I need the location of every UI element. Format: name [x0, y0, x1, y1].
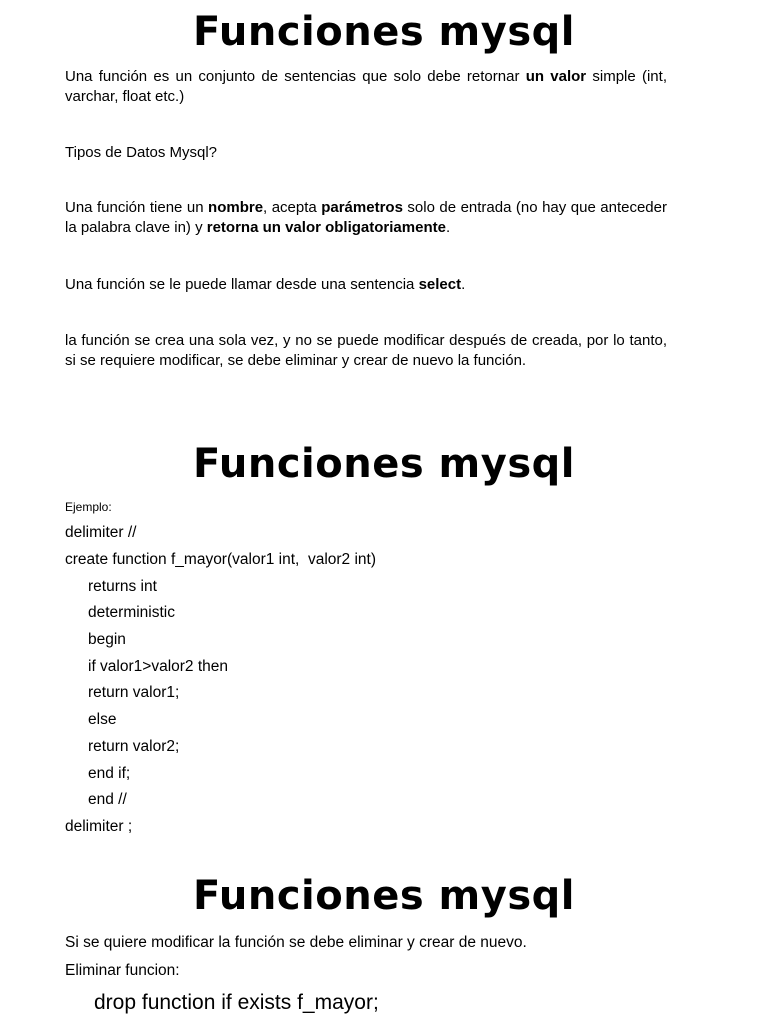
- code-line: else: [88, 711, 117, 728]
- slide1-paragraph-modify: la función se crea una sola vez, y no se puede modificar después de creada, por lo tanto, si se requiere modificar, se debe eliminar y crear de nuevo la función.: [65, 332, 667, 369]
- code-line: deterministic: [88, 604, 175, 621]
- slide1-paragraph-select: Una función se le puede llamar desde una sentencia select.: [65, 276, 466, 293]
- slide3-modify-note: Si se quiere modificar la función se debe eliminar y crear de nuevo.: [65, 934, 527, 951]
- code-line: if valor1>valor2 then: [88, 658, 229, 675]
- code-line: delimiter ;: [65, 818, 133, 835]
- code-line: return valor2;: [88, 738, 180, 755]
- code-line: begin: [88, 631, 126, 648]
- code-line: delimiter //: [65, 524, 137, 541]
- code-line: returns int: [88, 578, 157, 595]
- slide1-title: Funciones mysql: [193, 9, 575, 55]
- slide3-title: Funciones mysql: [193, 873, 575, 919]
- slide1-paragraph-parameters: Una función tiene un nombre, acepta parámetros solo de entrada (no hay que anteceder la palabra clave in) y retorna un valor obligatoriamente.: [65, 199, 667, 236]
- slide1-paragraph-definition: Una función es un conjunto de sentencias que solo debe retornar un valor simple (int, varchar, float etc.): [65, 68, 667, 105]
- slide3-drop-statement: drop function if exists f_mayor;: [94, 991, 379, 1014]
- code-line: end //: [88, 791, 127, 808]
- slide2-title: Funciones mysql: [193, 441, 575, 487]
- slide3-drop-label: Eliminar funcion:: [65, 962, 180, 979]
- slide1-paragraph-data-types: Tipos de Datos Mysql?: [65, 144, 218, 161]
- code-line: create function f_mayor(valor1 int, valor2 int): [65, 551, 376, 568]
- example-label: Ejemplo:: [65, 500, 112, 514]
- code-line: return valor1;: [88, 684, 180, 701]
- code-line: end if;: [88, 765, 131, 782]
